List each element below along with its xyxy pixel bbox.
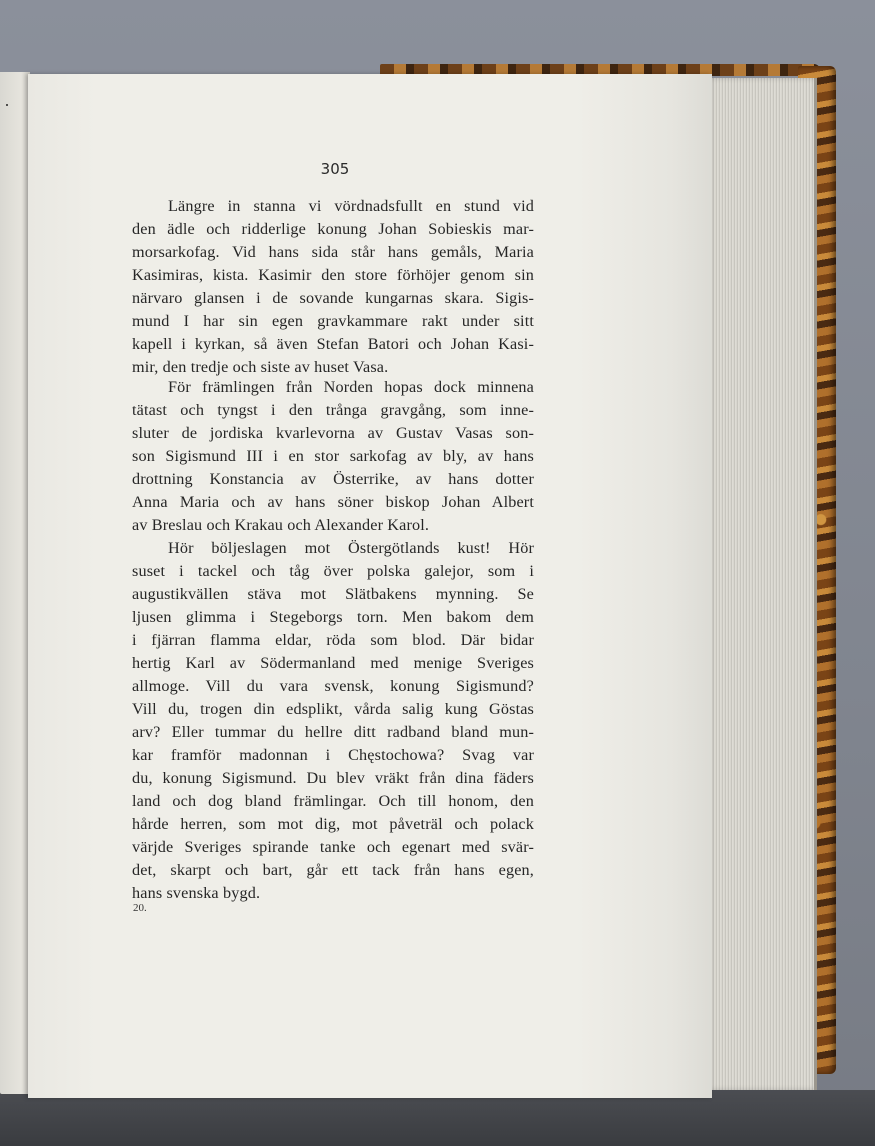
- paragraph-2: [132, 376, 534, 537]
- text-line: ljusen glimma i Stegeborgs torn. Men bakom dem: [132, 608, 534, 626]
- text-line: Vill du, trogen din edsplikt, vårda salig kung Göstas: [132, 700, 534, 718]
- table-shadow: [0, 1090, 875, 1146]
- text-line: sluter de jordiska kvarlevorna av Gustav Vasas son-: [132, 424, 534, 442]
- text-line: mir, den tredje och siste av huset Vasa.: [132, 358, 389, 376]
- text-line: du, konung Sigismund. Du blev vräkt från dina fäders: [132, 769, 534, 787]
- text-line: det, skarpt och bart, går ett tack från hans egen,: [132, 861, 534, 879]
- text-line: suset i tackel och tåg över polska galejor, som i: [132, 562, 534, 580]
- text-line: kar framför madonnan i Chęstochowa? Svag var: [132, 746, 534, 764]
- text-line: Längre in stanna vi vördnadsfullt en stund vid: [168, 197, 534, 215]
- paragraph-1: [132, 195, 534, 379]
- text-line: land och dog bland främlingar. Och till honom, den: [132, 792, 534, 810]
- text-line: hårde herren, som mot dig, mot påveträl och polack: [132, 815, 534, 833]
- text-line: För främlingen från Norden hopas dock minnena: [168, 378, 534, 396]
- text-line: Hör böljeslagen mot Östergötlands kust! Hör: [168, 539, 534, 557]
- text-line: av Breslau och Krakau och Alexander Karol.: [132, 516, 430, 534]
- text-line: drottning Konstancia av Österrike, av hans dotter: [132, 470, 534, 488]
- text-line: morsarkofag. Vid hans sida står hans gemåls, Maria: [132, 243, 534, 261]
- text-line: i fjärran flamma eldar, röda som blod. Där bidar: [132, 631, 534, 649]
- text-line: hans svenska bygd.: [132, 884, 261, 902]
- text-line: arv? Eller tummar du hellre ditt radband bland mun-: [132, 723, 534, 741]
- text-line: värjde Sveriges spirande tanke och egenart med svär-: [132, 838, 534, 856]
- text-line: mund I har sin egen gravkammare rakt under sitt: [132, 312, 534, 330]
- left-page-mark: [6, 104, 8, 106]
- text-line: tätast och tyngst i den trånga gravgång, som inne-: [132, 401, 534, 419]
- page-number: 305: [320, 160, 350, 178]
- text-line: augustikvällen stäva mot Slätbakens mynning. Se: [132, 585, 534, 603]
- text-line: Anna Maria och av hans söner biskop Johan Albert: [132, 493, 534, 511]
- signature-mark: 20.: [133, 902, 147, 914]
- text-line: son Sigismund III i en stor sarkofag av bly, av hans: [132, 447, 534, 465]
- page-edges-stack: [706, 78, 817, 1090]
- text-line: kapell i kyrkan, så även Stefan Batori och Johan Kasi-: [132, 335, 534, 353]
- text-line: närvaro glansen i de sovande kungarnas skara. Sigis-: [132, 289, 534, 307]
- text-line: den ädle och ridderlige konung Johan Sobieskis mar-: [132, 220, 534, 238]
- paragraph-3: [132, 537, 534, 905]
- text-line: allmoge. Vill du vara svensk, konung Sigismund?: [132, 677, 534, 695]
- text-line: hertig Karl av Södermanland med menige Sveriges: [132, 654, 534, 672]
- text-line: Kasimiras, kista. Kasimir den store förhöjer genom sin: [132, 266, 534, 284]
- left-page-sliver: [0, 72, 30, 1094]
